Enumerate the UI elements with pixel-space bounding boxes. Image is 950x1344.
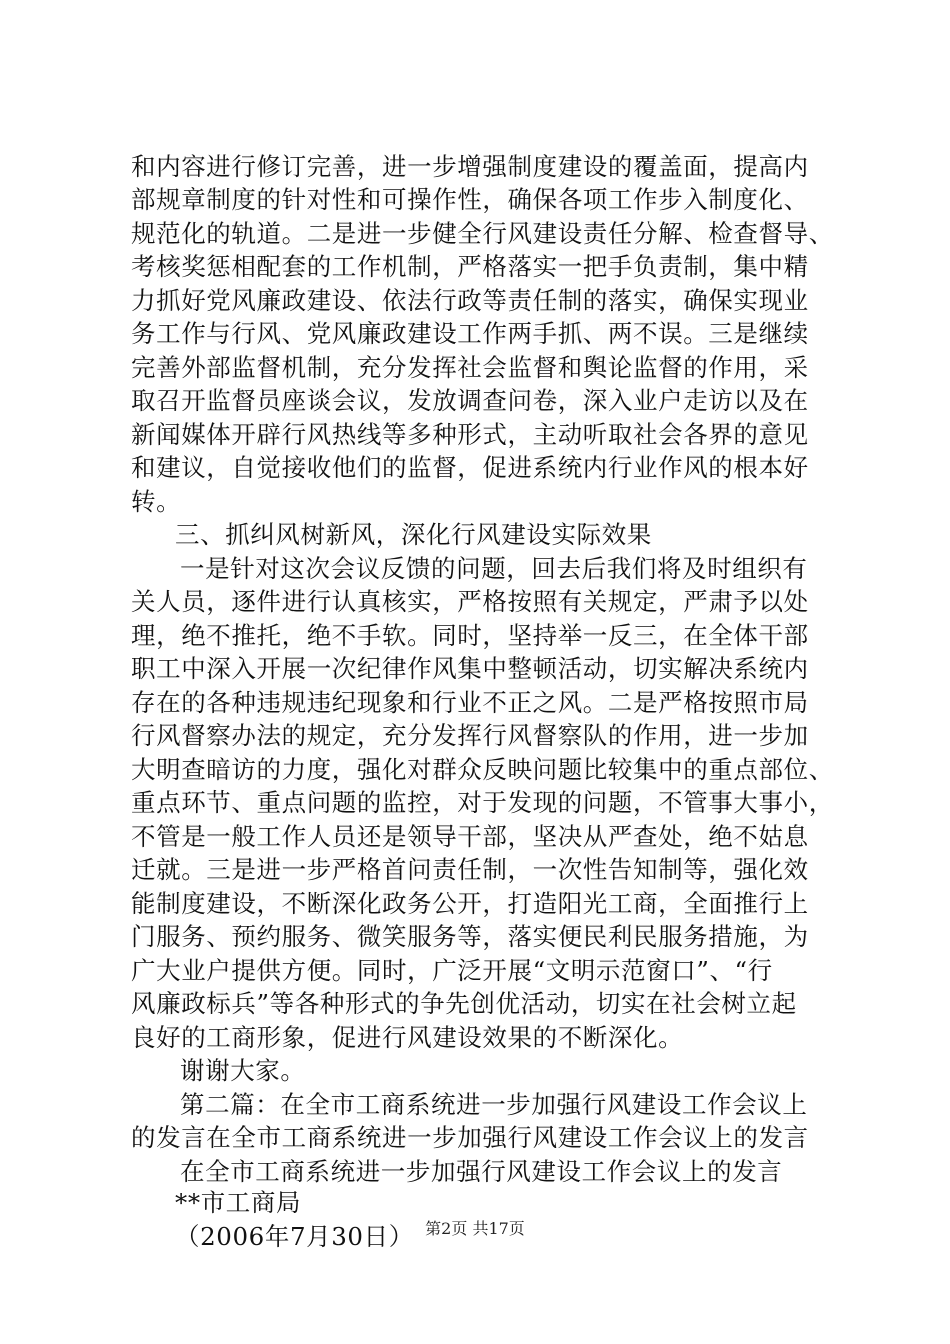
text-line: 在全市工商系统进一步加强行风建设工作会议上的发言 [180,1157,783,1186]
page-footer: 第2页 共17页 [425,1219,525,1238]
text-line: 转。 [131,487,182,516]
text-line: 完善外部监督机制，充分发挥社会监督和舆论监督的作用，采 [131,353,809,382]
text-line: 职工中深入开展一次纪律作风集中整顿活动，切实解决系统内 [131,654,809,683]
text-line: 新闻媒体开辟行风热线等多种形式，主动听取社会各界的意见 [131,420,809,449]
text-line: 迁就。三是进一步严格首问责任制，一次性告知制等，强化效 [131,855,809,884]
text-line: 务工作与行风、党风廉政建设工作两手抓、两不误。三是继续 [131,319,809,348]
text-line: 部规章制度的针对性和可操作性，确保各项工作步入制度化、 [131,185,809,214]
text-line: 谢谢大家。 [180,1056,306,1085]
text-line: 广大业户提供方便。同时，广泛开展“文明示范窗口”、“行 [131,956,773,985]
text-line: 行风督察办法的规定，充分发挥行风督察队的作用，进一步加 [131,721,809,750]
text-line: 门服务、预约服务、微笑服务等，落实便民利民服务措施，为 [131,922,809,951]
text-line: 和内容进行修订完善，进一步增强制度建设的覆盖面，提高内 [131,152,809,181]
text-line: 的发言在全市工商系统进一步加强行风建设工作会议上的发言 [131,1123,809,1152]
text-line: 存在的各种违规违纪现象和行业不正之风。二是严格按照市局 [131,688,809,717]
text-line: 力抓好党风廉政建设、依法行政等责任制的落实，确保实现业 [131,286,809,315]
text-line: 考核奖惩相配套的工作机制，严格落实一把手负责制，集中精 [131,252,809,281]
text-line: 良好的工商形象，促进行风建设效果的不断深化。 [131,1023,684,1052]
text-line: 重点环节、重点问题的监控，对于发现的问题，不管事大事小， [131,788,834,817]
text-line: 第二篇：在全市工商系统进一步加强行风建设工作会议上 [180,1090,808,1119]
text-line: 一是针对这次会议反馈的问题，回去后我们将及时组织有 [180,554,808,583]
text-line: 不管是一般工作人员还是领导干部，坚决从严查处，绝不姑息 [131,822,809,851]
text-line: 能制度建设，不断深化政务公开，打造阳光工商，全面推行上 [131,889,809,918]
text-line: （2006年7月30日） [175,1222,414,1251]
text-line: 大明查暗访的力度，强化对群众反映问题比较集中的重点部位、 [131,755,834,784]
text-line: 和建议，自觉接收他们的监督，促进系统内行业作风的根本好 [131,453,809,482]
text-line: 风廉政标兵”等各种形式的争先创优活动，切实在社会树立起 [131,989,797,1018]
text-line: 取召开监督员座谈会议，发放调查问卷，深入业户走访以及在 [131,386,809,415]
text-line: **市工商局 [175,1188,302,1217]
text-line: 三、抓纠风树新风，深化行风建设实际效果 [175,520,652,549]
text-line: 理，绝不推托，绝不手软。同时，坚持举一反三，在全体干部 [131,621,809,650]
text-line: 规范化的轨道。二是进一步健全行风建设责任分解、检查督导、 [131,219,834,248]
text-line: 关人员，逐件进行认真核实，严格按照有关规定，严肃予以处 [131,587,809,616]
